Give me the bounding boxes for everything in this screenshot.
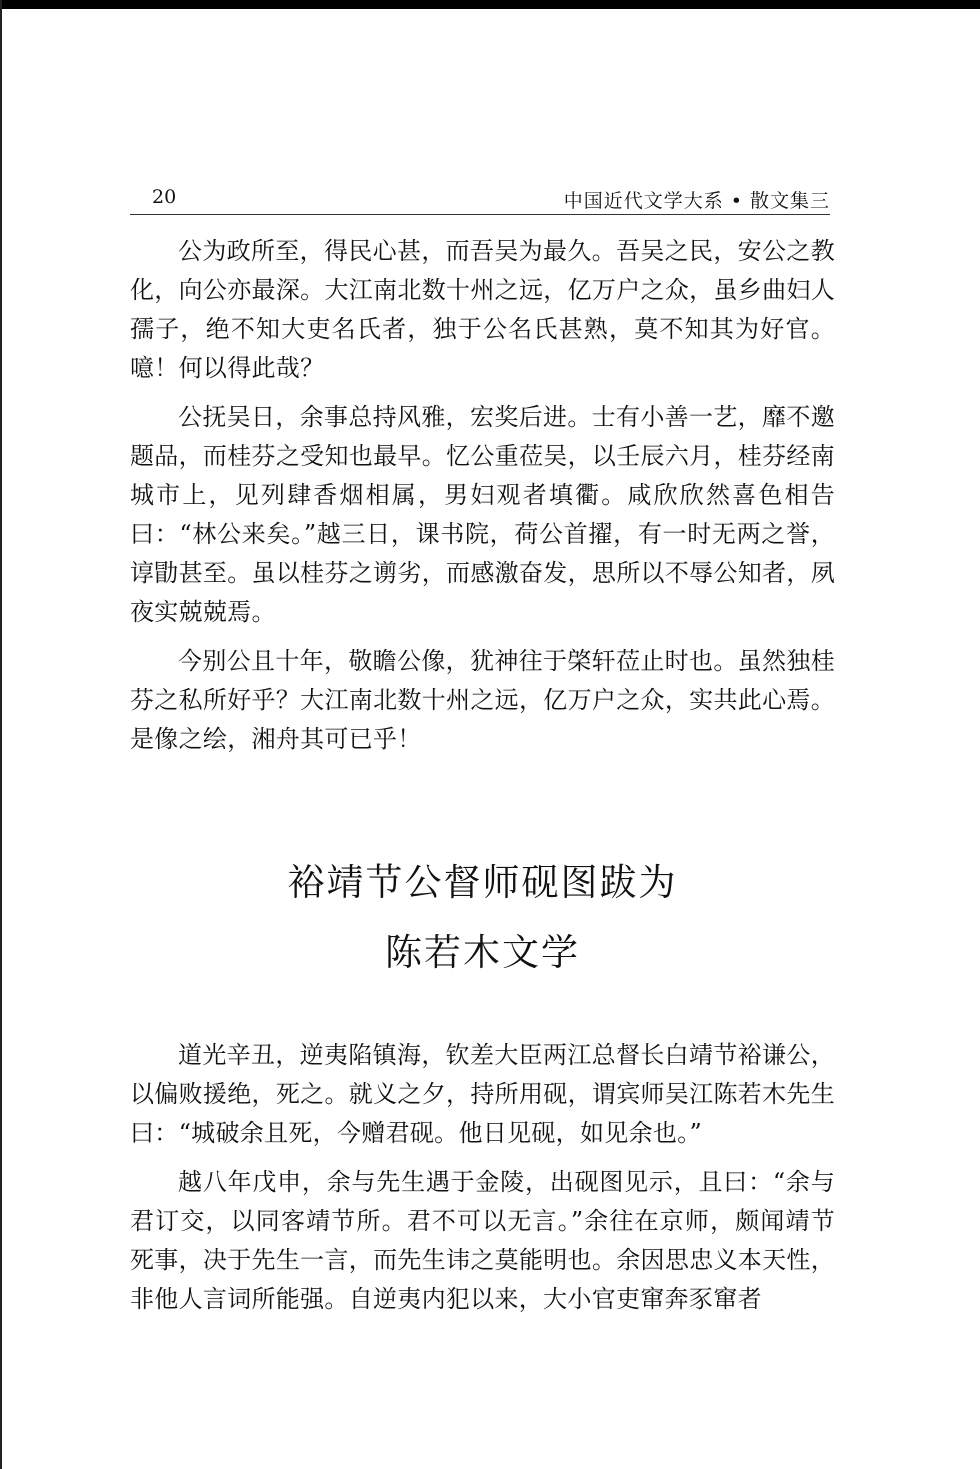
top-scan-border <box>0 0 980 9</box>
essay-author-line: 陈若木文学 <box>385 931 580 974</box>
paragraph: 越八年戊申，余与先生遇于金陵，出砚图见示，且曰：“余与君订交，以同客靖节所。君不可以无言。”余往在京师，颇闻靖节死事，决于先生一言，而先生讳之莫能明也。余因思忠义本天性，非他人言词所能强。自逆夷内犯以来，大小官吏窜奔豕窜者 <box>130 1168 835 1313</box>
page-number: 20 <box>152 186 177 208</box>
header-rule <box>130 214 830 215</box>
essay-body <box>130 1036 835 1319</box>
running-header <box>130 186 830 216</box>
paragraph: 今别公且十年，敬瞻公像，犹神往于棨轩莅止时也。虽然独桂芬之私所好乎？大江南北数十州之远，亿万户之众，实共此心焉。是像之绘，湘舟其可已乎！ <box>130 647 835 753</box>
essay-heading <box>130 848 835 988</box>
paragraph: 公抚吴日，余事总持风雅，宏奖后进。士有小善一艺，靡不邀题品，而桂芬之受知也最早。忆公重莅吴，以壬辰六月，桂芬经南城市上，见列肆香烟相属，男妇观者填衢。咸欣欣然喜色相告曰：“林公来矣。”越三日，课书院，荷公首擢，有一时无两之誉，谆勖甚至。虽以桂芬之谫劣，而感激奋发，思所以不辱公知者，夙夜实兢兢焉。 <box>130 403 835 626</box>
paragraph: 道光辛丑，逆夷陷镇海，钦差大臣两江总督长白靖节裕谦公，以偏败援绝，死之。就义之夕，持所用砚，谓宾师吴江陈若木先生曰：“城破余且死，今赠君砚。他日见砚，如见余也。” <box>130 1041 835 1147</box>
series-title: 中国近代文学大系 • 散文集三 <box>563 190 830 212</box>
preceding-essay-text <box>130 232 835 759</box>
paragraph: 公为政所至，得民心甚，而吾吴为最久。吾吴之民，安公之教化，向公亦最深。大江南北数十州之远，亿万户之众，虽乡曲妇人孺子，绝不知大吏名氏者，独于公名氏甚熟，莫不知其为好官。噫！何以得此哉？ <box>130 237 835 382</box>
left-scan-edge <box>0 0 2 1469</box>
essay-title: 裕靖节公督师砚图跋为 <box>287 861 678 904</box>
